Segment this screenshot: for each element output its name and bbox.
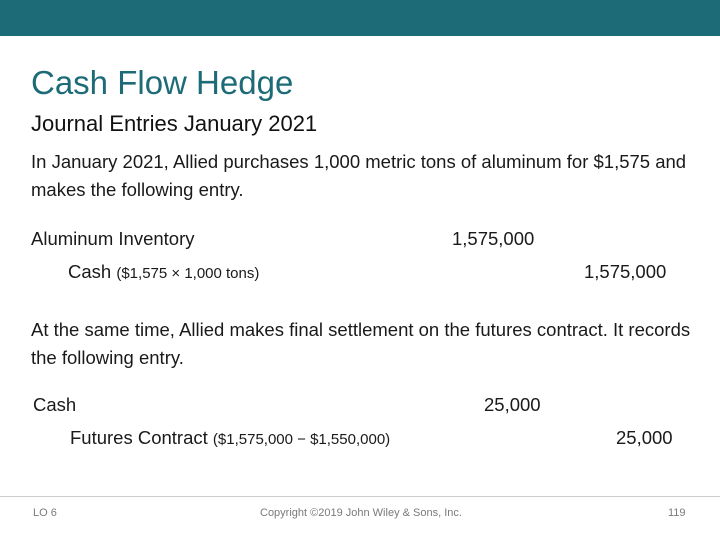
entry2-credit-note: ($1,575,000 − $1,550,000): [212, 431, 391, 448]
entry1-credit-note: ($1,575 × 1,000 tons): [116, 265, 260, 282]
entry2-debit-amount: 25,000: [484, 394, 541, 415]
slide-subtitle: Journal Entries January 2021: [31, 111, 318, 136]
entry2-debit-account: Cash: [33, 394, 77, 415]
footer-divider: [0, 496, 720, 497]
entry1-credit-account: Cash: [68, 261, 112, 282]
slide-title: Cash Flow Hedge: [31, 64, 294, 101]
header-bar: [0, 0, 720, 36]
learning-objective: LO 6: [33, 507, 57, 519]
entry1-debit-amount: 1,575,000: [452, 228, 535, 249]
entry1-credit-line: [68, 259, 259, 287]
paragraph-1: In January 2021, Allied purchases 1,000 metric tons of aluminum for $1,575 and makes the following entry.: [31, 151, 687, 200]
entry1-debit-account: Aluminum Inventory: [31, 228, 195, 249]
entry2-credit-amount: 25,000: [616, 427, 673, 448]
page-number: 119: [668, 507, 686, 519]
paragraph-2: At the same time, Allied makes final settlement on the futures contract. It records the following entry.: [31, 319, 691, 368]
copyright: Copyright ©2019 John Wiley & Sons, Inc.: [260, 507, 462, 519]
entry1-credit-amount: 1,575,000: [584, 261, 667, 282]
entry2-credit-account: Futures Contract: [70, 427, 208, 448]
entry2-credit-line: [70, 425, 390, 453]
